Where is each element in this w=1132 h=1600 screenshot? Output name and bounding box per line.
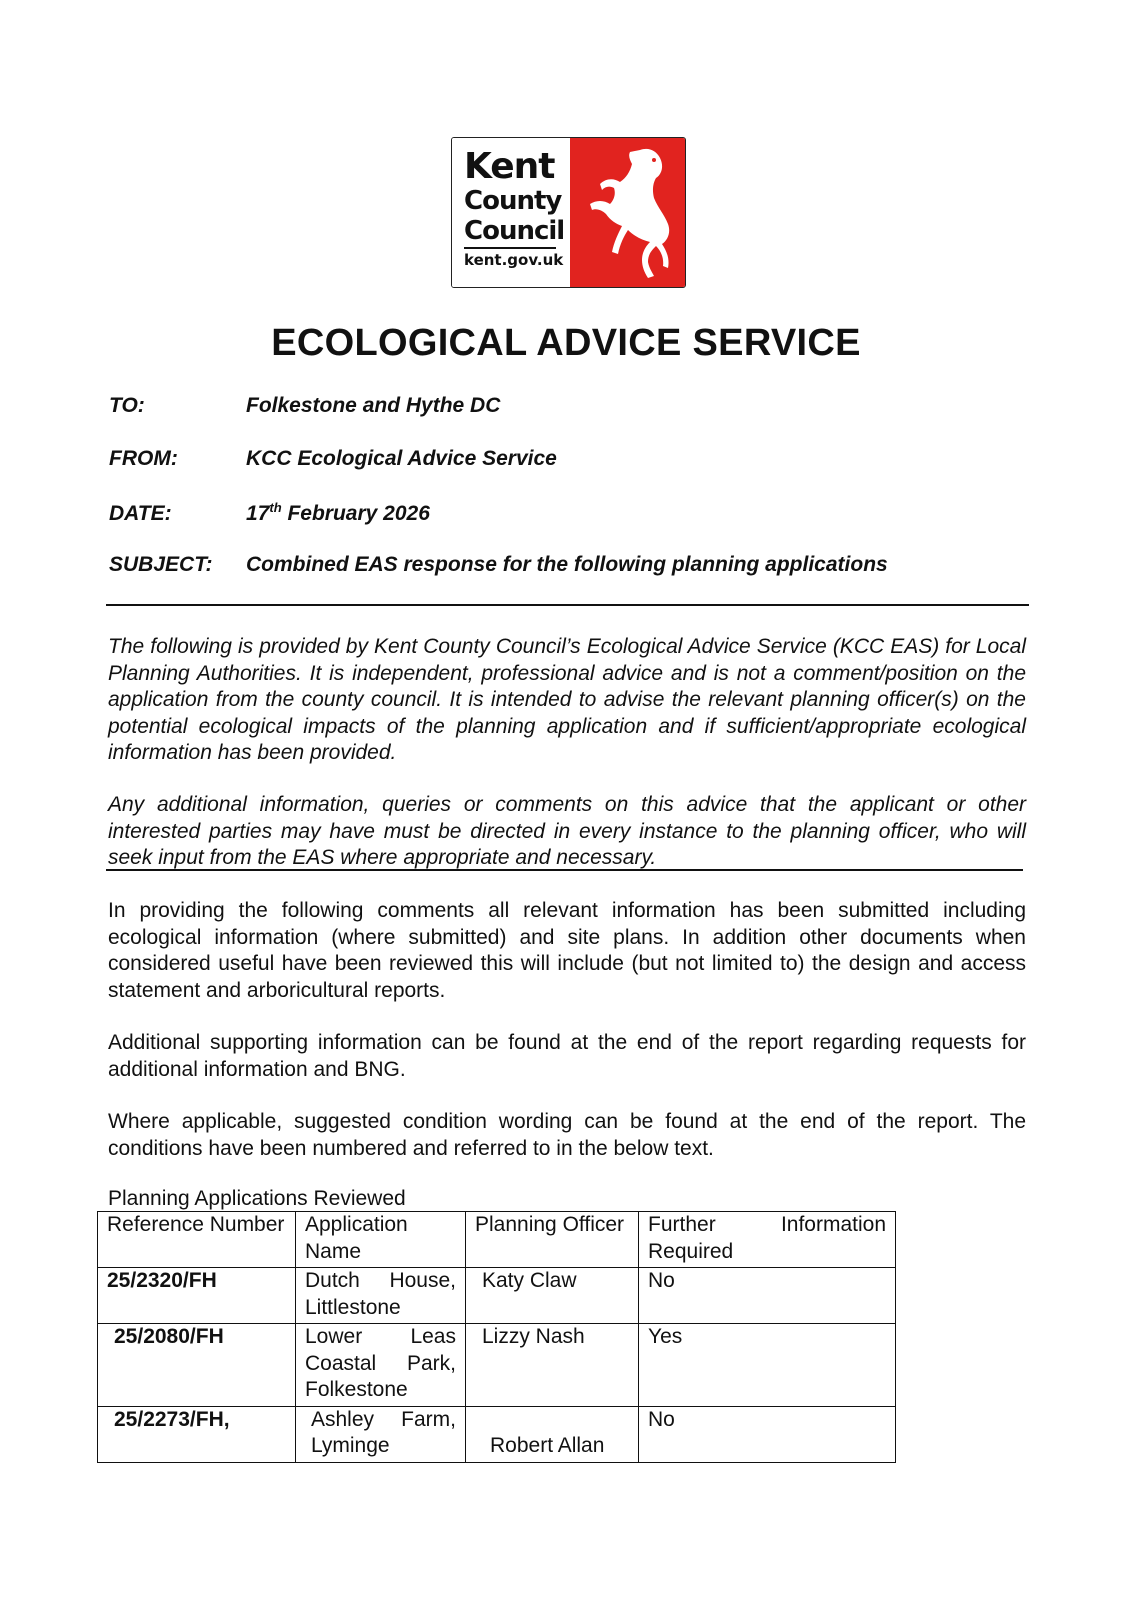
logo-line-council: Council: [464, 216, 565, 246]
cell-further-info: No: [639, 1268, 896, 1324]
memo-subject-row: [109, 553, 888, 577]
applications-table: [97, 1211, 896, 1463]
subject-label: SUBJECT:: [109, 553, 213, 576]
to-value: Folkestone and Hythe DC: [246, 394, 501, 417]
header-application: Application Name: [296, 1212, 466, 1268]
intro-paragraph-2: Any additional information, queries or comments on this advice that the applicant or other interested parties may have must be directed in every instance to the planning officer, who will seek input from the EAS where appropriate and necessary.: [108, 793, 1026, 869]
memo-date-row: [109, 500, 430, 526]
date-suffix: th: [269, 500, 282, 515]
header-divider: [106, 604, 1029, 606]
from-value: KCC Ecological Advice Service: [246, 447, 557, 470]
body-paragraph-3: Where applicable, suggested condition wording can be found at the end of the report. The conditions have been numbered and referred to in the below text.: [108, 1110, 1026, 1160]
logo-line-kent: Kent: [464, 146, 555, 187]
memo-from-row: [109, 447, 557, 471]
cell-application: Ashley Farm, Lyminge: [296, 1406, 466, 1462]
body-paragraph-1: In providing the following comments all relevant information has been submitted including ecological information (where submitted) and site plans. In addition other documents when considered useful have been reviewed this will include (but not limited to) the design and access statement and arboricultural reports.: [108, 899, 1026, 1002]
rampant-horse-icon: [570, 138, 685, 286]
to-label: TO:: [109, 394, 145, 417]
cell-reference: 25/2080/FH: [98, 1324, 296, 1407]
logo-wordmark: [452, 138, 570, 287]
table-row: [98, 1268, 896, 1324]
logo-line-county: County: [464, 186, 562, 216]
cell-further-info: Yes: [639, 1324, 896, 1407]
header-reference: Reference Number: [98, 1212, 296, 1268]
cell-reference: 25/2320/FH: [98, 1268, 296, 1324]
logo-red-panel: [570, 138, 685, 287]
cell-officer: Katy Claw: [466, 1268, 639, 1324]
cell-application: Lower Leas Coastal Park, Folkestone: [296, 1324, 466, 1407]
page-title: ECOLOGICAL ADVICE SERVICE: [271, 322, 861, 364]
intro-paragraph-1: The following is provided by Kent County Council’s Ecological Advice Service (KCC EAS) for Local Planning Authorities. It is independent, professional advice and is not a comment/position on the application from the county council. It is intended to advise the relevant planning officer(s) on the potential ecological impacts of the planning application and if sufficient/appropriate ecological information has been provided.: [108, 635, 1026, 764]
cell-reference: 25/2273/FH,: [98, 1406, 296, 1462]
subject-value: Combined EAS response for the following planning applications: [246, 553, 888, 576]
date-rest: February 2026: [281, 502, 430, 525]
cell-further-info: No: [639, 1406, 896, 1462]
logo-line-url: kent.gov.uk: [464, 250, 564, 269]
table-row: [98, 1324, 896, 1407]
body-paragraph-2: Additional supporting information can be found at the end of the report regarding requests for additional information and BNG.: [108, 1031, 1026, 1081]
date-label: DATE:: [109, 502, 172, 525]
header-further-info: Further Information Required: [639, 1212, 896, 1268]
header-officer: Planning Officer: [466, 1212, 639, 1268]
date-day: 17: [246, 502, 270, 525]
table-row: [98, 1406, 896, 1462]
intro-divider: [106, 869, 1023, 871]
cell-application: Dutch House, Littlestone: [296, 1268, 466, 1324]
table-header-row: [98, 1212, 896, 1268]
memo-to-row: [109, 394, 500, 418]
from-label: FROM:: [109, 447, 178, 470]
table-caption: Planning Applications Reviewed: [108, 1187, 406, 1210]
kcc-logo: [451, 137, 686, 288]
cell-officer: Lizzy Nash: [466, 1324, 639, 1407]
logo-rule: [464, 247, 556, 249]
cell-officer: Robert Allan: [466, 1406, 639, 1462]
